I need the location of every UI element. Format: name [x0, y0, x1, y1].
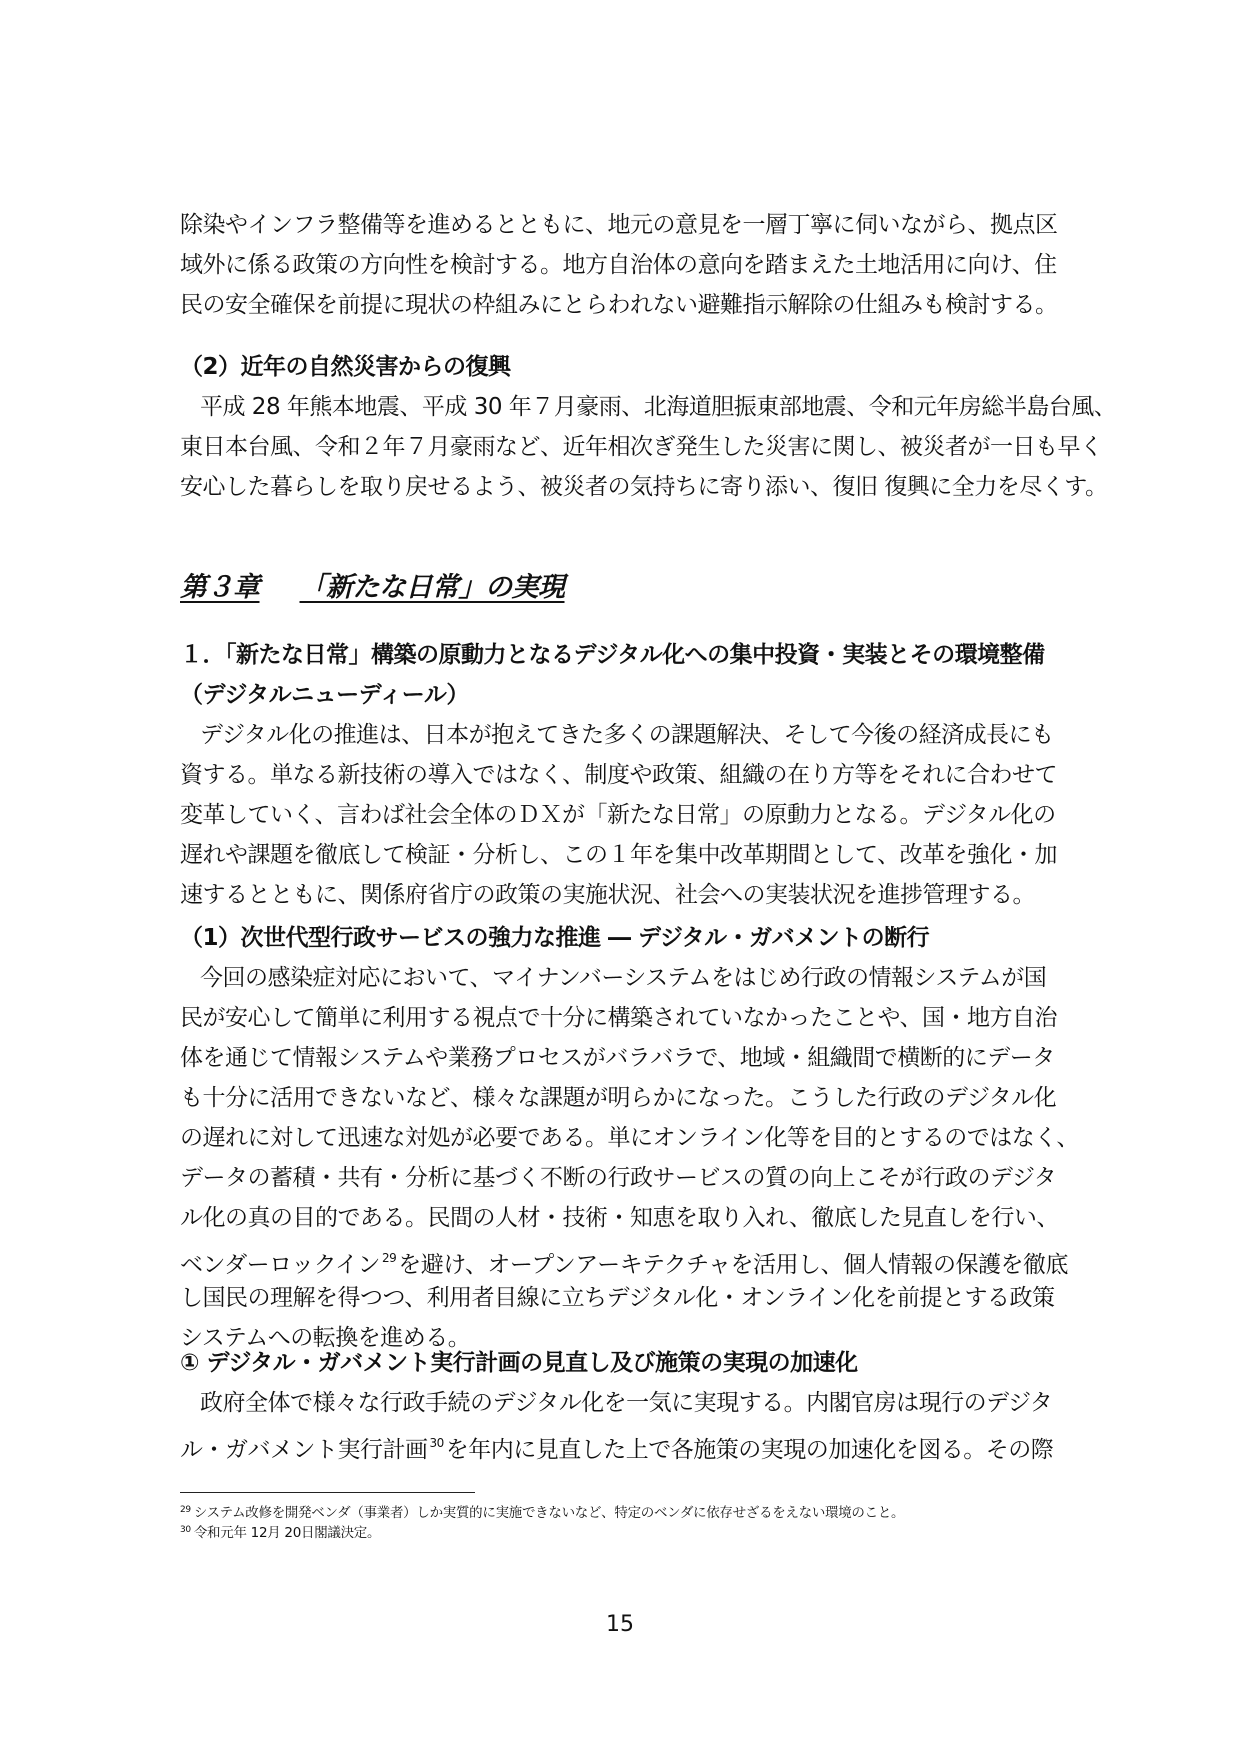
- footnote-ref-30[interactable]: 30: [429, 1436, 444, 1450]
- footnote-30: [180, 1520, 380, 1543]
- chapter-title: 「新たな日常」の実現: [299, 572, 565, 603]
- paragraph-line: データの蓄積・共有・分析に基づく不断の行政サービスの質の向上こそが行政のデジタ: [180, 1165, 1057, 1191]
- footnote-ref-29[interactable]: 29: [381, 1251, 397, 1265]
- chapter-heading: [180, 565, 565, 604]
- page-number: 15: [606, 1612, 634, 1637]
- paragraph-line: [180, 1423, 1080, 1463]
- text-run: ベンダーロックイン: [180, 1252, 380, 1278]
- section-digital-new-deal: [180, 635, 1080, 915]
- subsection-digital-government: [180, 918, 1080, 1358]
- paragraph-line: の遅れに対して迅速な対処が必要である。単にオンライン化等を目的とするのではなく、: [180, 1125, 1079, 1151]
- paragraph-line: システムへの転換を進める。: [180, 1325, 471, 1351]
- paragraph-line: 政府全体で様々な行政手続のデジタル化を一気に実現する。内閣官房は現行のデジタ: [200, 1390, 1053, 1416]
- paragraph-line: 速するとともに、関係府省庁の政策の実施状況、社会への実装状況を進捗管理する。: [180, 882, 1035, 908]
- paragraph-line: 安心した暮らしを取り戻せるよう、被災者の気持ちに寄り添い、復旧 復興に全力を尽くす。: [180, 474, 1108, 500]
- paragraph-line: 体を通じて情報システムや業務プロセスがバラバラで、地域・組織間で横断的にデータ: [180, 1045, 1055, 1071]
- footnote-mark: 30: [180, 1525, 191, 1535]
- paragraph-line: 平成 28 年熊本地震、平成 30 年７月豪雨、北海道胆振東部地震、令和元年房総半島台風、: [200, 394, 1117, 420]
- footnote-mark: 29: [180, 1505, 191, 1515]
- intro-paragraph: [180, 205, 1080, 325]
- paragraph-line: 東日本台風、令和２年７月豪雨など、近年相次ぎ発生した災害に関し、被災者が一日も早く: [180, 434, 1103, 460]
- text-run: ル・ガバメント実行計画: [180, 1437, 428, 1463]
- item-heading: ① デジタル・ガバメント実行計画の見直し及び施策の実現の加速化: [180, 1350, 858, 1376]
- paragraph-line: 除染やインフラ整備等を進めるとともに、地元の意見を一層丁寧に伺いながら、拠点区: [180, 212, 1058, 238]
- paragraph-line: 民が安心して簡単に利用する視点で十分に構築されていなかったことや、国・地方自治: [180, 1005, 1058, 1031]
- paragraph-line: 遅れや課題を徹底して検証・分析し、この１年を集中改革期間として、改革を強化・加: [180, 842, 1058, 868]
- footnote-text: システム改修を開発ベンダ（事業者）しか実質的に実施できないなど、特定のベンダに依存せざるをえない環境のこと。: [193, 1505, 905, 1521]
- paragraph-line: 変革していく、言わば社会全体のＤＸが「新たな日常」の原動力となる。デジタル化の: [180, 802, 1056, 828]
- paragraph-line: も十分に活用できないなど、様々な課題が明らかになった。こうした行政のデジタル化: [180, 1085, 1057, 1111]
- paragraph-line: 域外に係る政策の方向性を検討する。地方自治体の意向を踏まえた土地活用に向け、住: [180, 252, 1057, 278]
- paragraph-line: デジタル化の推進は、日本が抱えてきた多くの課題解決、そして今後の経済成長にも: [200, 722, 1054, 748]
- paragraph-line: [180, 1238, 1080, 1278]
- footnote-divider: [180, 1492, 475, 1493]
- item-action-plan: [180, 1343, 1080, 1463]
- paragraph-line: 資する。単なる新技術の導入ではなく、制度や政策、組織の在り方等をそれに合わせて: [180, 762, 1058, 788]
- paragraph-line: 民の安全確保を前提に現状の枠組みにとらわれない避難指示解除の仕組みも検討する。: [180, 292, 1058, 318]
- section-heading-cont: （デジタルニューディール）: [180, 682, 469, 708]
- section-heading: １．「新たな日常」構築の原動力となるデジタル化への集中投資・実装とその環境整備: [180, 642, 1045, 668]
- paragraph-line: し国民の理解を得つつ、利用者目線に立ちデジタル化・オンライン化を前提とする政策: [180, 1285, 1055, 1311]
- paragraph-line: ル化の真の目的である。民間の人材・技術・知恵を取り入れ、徹底した見直しを行い、: [180, 1205, 1059, 1231]
- section-heading: （2）近年の自然災害からの復興: [180, 354, 511, 380]
- text-run: を年内に見直した上で各施策の実現の加速化を図る。その際: [445, 1437, 1054, 1463]
- chapter-number: 第３章: [180, 572, 260, 603]
- text-run: を避け、オープンアーキテクチャを活用し、個人情報の保護を徹底: [398, 1252, 1068, 1278]
- paragraph-line: 今回の感染症対応において、マイナンバーシステムをはじめ行政の情報システムが国: [200, 965, 1047, 991]
- section-natural-disaster: [180, 347, 1117, 507]
- footnote-text: 令和元年 12月 20日閣議決定。: [193, 1525, 381, 1541]
- subsection-heading: （1）次世代型行政サービスの強力な推進 ― デジタル・ガバメントの断行: [180, 925, 930, 951]
